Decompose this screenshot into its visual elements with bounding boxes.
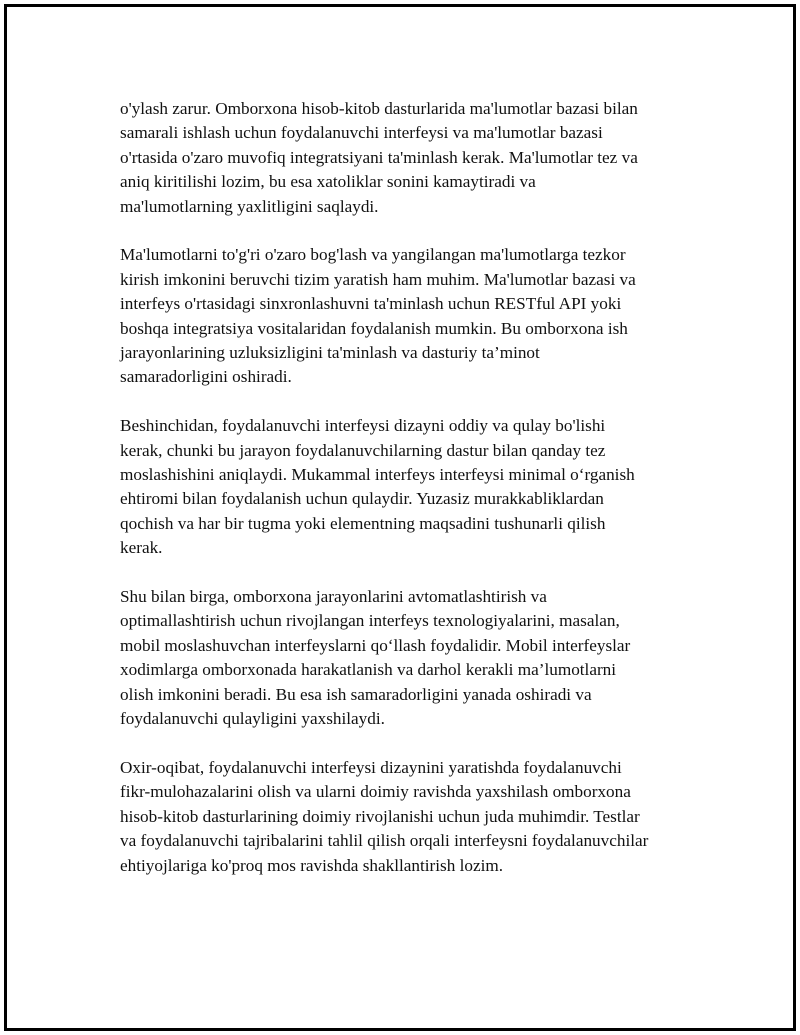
paragraph-1: o'ylash zarur. Omborxona hisob-kitob dasturlarida ma'lumotlar bazasi bilan samarali ishlash uchun foydalanuvchi interfeysi va ma'lumotlar bazasi o'rtasida o'zaro muvofiq integratsiyani ta'minlash kerak. Ma'lumotlar tez va aniq kiritilishi lozim, bu esa xatoliklar sonini kamaytiradi va ma'lumotlarning yaxlitligini saqlaydi. <box>120 99 638 216</box>
page-frame <box>4 4 796 1031</box>
paragraph-2: Ma'lumotlarni to'g'ri o'zaro bog'lash va yangilangan ma'lumotlarga tezkor kirish imkonini beruvchi tizim yaratish ham muhim. Ma'lumotlar bazasi va interfeys o'rtasidagi sinxronlashuvni ta'minlash uchun RESTful API yoki boshqa integratsiya vositalaridan foydalanish mumkin. Bu omborxona ish jarayonlarining uzluksizligini ta'minlash va dasturiy ta’minot samaradorligini oshiradi. <box>120 245 636 387</box>
document-body <box>120 97 700 878</box>
paragraph-3: Beshinchidan, foydalanuvchi interfeysi dizayni oddiy va qulay bo'lishi kerak, chunki bu jarayon foydalanuvchilarning dastur bilan qanday tez moslashishini aniqlaydi. Mukammal interfeys interfeysi minimal o‘rganish ehtiromi bilan foydalanish uchun qulaydir. Yuzasiz murakkabliklardan qochish va har bir tugma yoki elementning maqsadini tushunarli qilish kerak. <box>120 416 635 558</box>
paragraph-4: Shu bilan birga, omborxona jarayonlarini avtomatlashtirish va optimallashtirish uchun rivojlangan interfeys texnologiyalarini, masalan, mobil moslashuvchan interfeyslarni qo‘llash foydalidir. Mobil interfeyslar xodimlarga omborxonada harakatlanish va darhol kerakli ma’lumotlarni olish imkonini beradi. Bu esa ish samaradorligini yanada oshiradi va foydalanuvchi qulayligini yaxshilaydi. <box>120 587 631 729</box>
paragraph-5: Oxir-oqibat, foydalanuvchi interfeysi dizaynini yaratishda foydalanuvchi fikr-mulohazalarini olish va ularni doimiy ravishda yaxshilash omborxona hisob-kitob dasturlarining doimiy rivojlanishi uchun juda muhimdir. Testlar va foydalanuvchi tajribalarini tahlil qilish orqali interfeysni foydalanuvchilar ehtiyojlariga ko'proq mos ravishda shakllantirish lozim. <box>120 757 649 875</box>
